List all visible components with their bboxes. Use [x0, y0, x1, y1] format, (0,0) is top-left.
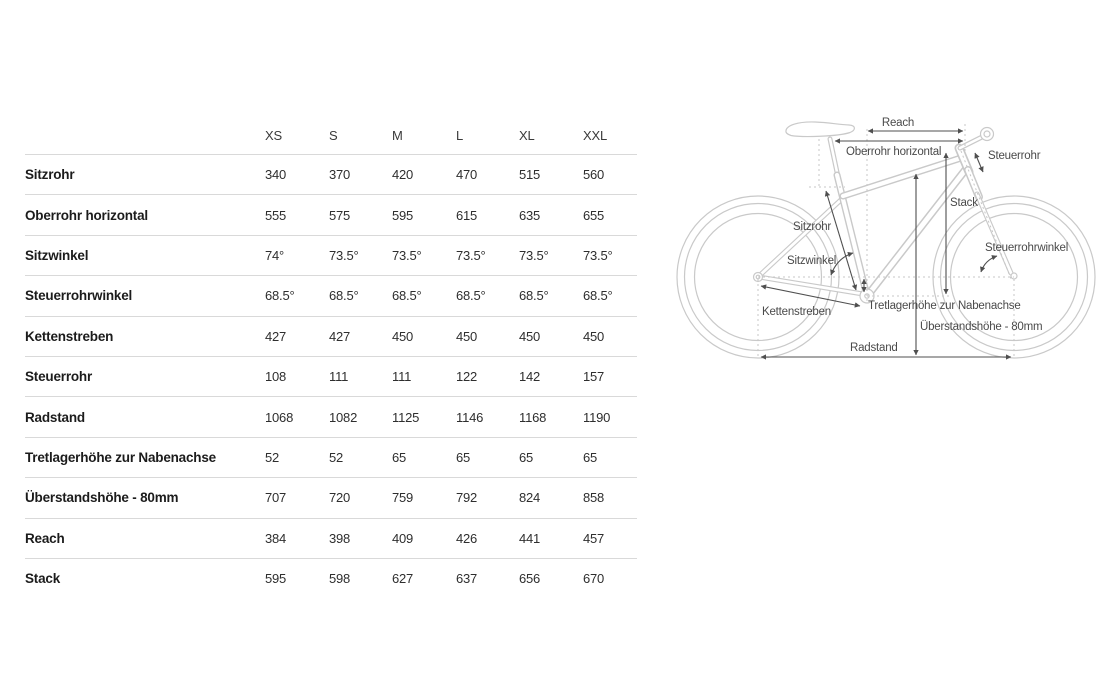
cell-value: 670	[583, 571, 605, 587]
cell-value: 759	[392, 490, 414, 506]
table-row	[25, 275, 637, 315]
cell-value: 370	[329, 167, 351, 183]
cell-value: 398	[329, 530, 351, 546]
cell-value: 720	[329, 490, 351, 506]
cell-value: 707	[265, 490, 287, 506]
cell-value: 384	[265, 530, 287, 546]
cell-value: 74°	[265, 247, 285, 263]
row-label: Oberrohr horizontal	[25, 207, 148, 223]
cell-value: 457	[583, 530, 605, 546]
cell-value: 627	[392, 571, 414, 587]
label-tretlagerhoehe: Tretlagerhöhe zur Nabenachse	[868, 300, 1021, 312]
row-label: Steuerrohr	[25, 369, 93, 385]
cell-value: 142	[519, 369, 541, 385]
cell-value: 560	[583, 167, 605, 183]
cell-value: 575	[329, 207, 351, 223]
cell-value: 65	[456, 449, 471, 465]
row-label: Tretlagerhöhe zur Nabenachse	[25, 449, 216, 465]
cell-value: 420	[392, 167, 414, 183]
table-row	[25, 316, 637, 356]
cell-value: 595	[265, 571, 287, 587]
table-row	[25, 558, 637, 598]
table-row	[25, 356, 637, 396]
cell-value: 615	[456, 207, 478, 223]
steuerrohr-arrow	[975, 153, 983, 172]
cell-value: 1125	[392, 409, 420, 425]
cell-value: 427	[265, 328, 287, 344]
label-sitzwinkel: Sitzwinkel	[787, 255, 837, 267]
cell-value: 858	[583, 490, 605, 506]
cell-value: 792	[456, 490, 478, 506]
cell-value: 65	[583, 449, 598, 465]
cell-value: 515	[519, 167, 541, 183]
cell-value: 595	[392, 207, 414, 223]
cell-value: 637	[456, 571, 478, 587]
cell-value: 111	[329, 369, 349, 385]
cell-value: 65	[392, 449, 407, 465]
table-row	[25, 477, 637, 517]
row-label: Reach	[25, 530, 65, 546]
cell-value: 52	[329, 449, 344, 465]
column-header: L	[456, 127, 464, 143]
label-ueberstandshoehe: Überstandshöhe - 80mm	[920, 321, 1043, 333]
cell-value: 1190	[583, 409, 611, 425]
cell-value: 450	[583, 328, 605, 344]
handlebar	[981, 128, 994, 141]
table-row	[25, 235, 637, 275]
saddle	[786, 122, 854, 137]
front-dropout	[1011, 273, 1017, 279]
cell-value: 426	[456, 530, 478, 546]
cell-value: 52	[265, 449, 280, 465]
label-stack: Stack	[950, 197, 978, 209]
cell-value: 450	[456, 328, 478, 344]
row-label: Steuerrohrwinkel	[25, 288, 133, 304]
table-row	[25, 518, 637, 558]
label-reach: Reach	[881, 117, 915, 129]
cell-value: 409	[392, 530, 414, 546]
cell-value: 655	[583, 207, 605, 223]
column-header: XS	[265, 127, 282, 143]
label-sitzrohr: Sitzrohr	[793, 221, 832, 233]
cell-value: 450	[392, 328, 414, 344]
geometry-table	[25, 116, 637, 598]
table-header-row	[25, 116, 637, 154]
label-oberrohr: Oberrohr horizontal	[846, 146, 942, 158]
cell-value: 1168	[519, 409, 547, 425]
bike-geometry-diagram	[670, 95, 1119, 375]
table-row	[25, 396, 637, 436]
row-label: Überstandshöhe - 80mm	[25, 490, 179, 506]
cell-value: 340	[265, 167, 287, 183]
cell-value: 108	[265, 369, 287, 385]
cell-value: 68.5°	[392, 288, 422, 304]
cell-value: 73.5°	[519, 247, 549, 263]
label-radstand: Radstand	[850, 342, 898, 354]
column-header: S	[329, 127, 338, 143]
label-kettenstreben: Kettenstreben	[762, 306, 832, 318]
row-label: Sitzwinkel	[25, 247, 89, 263]
column-header: M	[392, 127, 403, 143]
column-header: XXL	[583, 127, 607, 143]
cell-value: 470	[456, 167, 478, 183]
table-row	[25, 154, 637, 194]
cell-value: 73.5°	[456, 247, 486, 263]
row-label: Kettenstreben	[25, 328, 114, 344]
table-row	[25, 437, 637, 477]
cell-value: 450	[519, 328, 541, 344]
cell-value: 598	[329, 571, 351, 587]
column-header: XL	[519, 127, 535, 143]
table-row	[25, 194, 637, 234]
row-label: Sitzrohr	[25, 167, 75, 183]
cell-value: 68.5°	[265, 288, 295, 304]
cell-value: 68.5°	[519, 288, 549, 304]
cell-value: 441	[519, 530, 541, 546]
label-steuerrohr: Steuerrohr	[988, 150, 1041, 162]
cell-value: 73.5°	[392, 247, 422, 263]
row-label: Radstand	[25, 409, 85, 425]
cell-value: 427	[329, 328, 351, 344]
cell-value: 656	[519, 571, 541, 587]
cell-value: 122	[456, 369, 478, 385]
cell-value: 1082	[329, 409, 358, 425]
cell-value: 68.5°	[583, 288, 613, 304]
cell-value: 68.5°	[456, 288, 486, 304]
cell-value: 68.5°	[329, 288, 359, 304]
cell-value: 1068	[265, 409, 294, 425]
cell-value: 73.5°	[329, 247, 359, 263]
cell-value: 555	[265, 207, 287, 223]
label-steuerrohrwinkel: Steuerrohrwinkel	[985, 242, 1069, 254]
cell-value: 635	[519, 207, 541, 223]
cell-value: 73.5°	[583, 247, 613, 263]
cell-value: 1146	[456, 409, 484, 425]
cell-value: 824	[519, 490, 541, 506]
cell-value: 65	[519, 449, 534, 465]
row-label: Stack	[25, 571, 61, 587]
cell-value: 111	[392, 369, 412, 385]
cell-value: 157	[583, 369, 605, 385]
steuerrohrwinkel-arc	[981, 256, 997, 272]
